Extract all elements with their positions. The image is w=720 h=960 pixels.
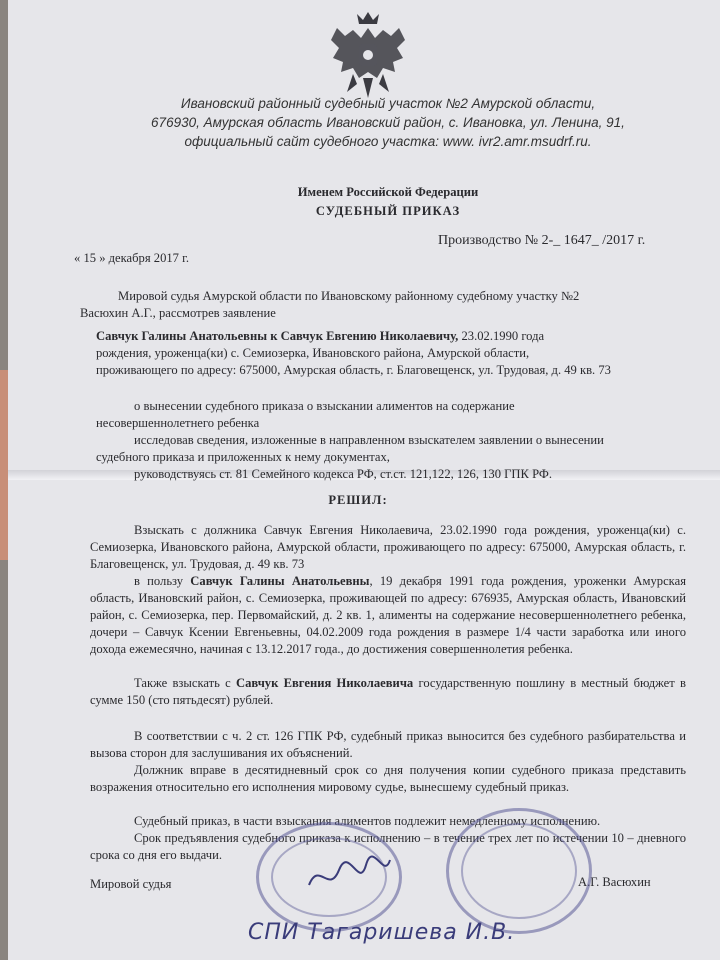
court-website-line: официальный сайт судебного участка: www. ivr2.amr.msudrf.ru. [184,134,592,149]
closing-paragraph-4: Срок предъявления судебного приказа к исполнению – в течение трех лет по истечении 10 – дневного срока со дня его выдачи. [90,831,686,862]
subject-line-3: исследовав сведения, изложенные в направленном взыскателем заявлении о вынесении [134,433,604,447]
decision-paragraph-3 [90,675,686,709]
federation-heading: Именем Российской Федерации [297,185,479,199]
fee-lead: Также взыскать с [134,676,236,690]
subject-line-2: несовершеннолетнего ребенка [96,416,260,430]
closing-paragraph-1: В соответствии с ч. 2 ст. 126 ГПК РФ, судебный приказ выносится без судебного разбирательства и вызова сторон для заслушивания их объяснений. [90,729,686,760]
judge-role: Мировой судья [90,877,172,891]
parties-line-1 [96,328,544,345]
court-address-line: 676930, Амурская область Ивановский район, с. Ивановка, ул. Ленина, 91, [151,115,625,130]
closing-paragraph-2: Должник вправе в десятидневный срок со дня получения копии судебного приказа представить возражения относительно его исполнения мировому судье, вынесшему судебный приказ. [90,763,686,794]
subject-line-4: судебного приказа и приложенных к нему документах, [96,450,390,464]
judge-signature-icon [304,850,394,900]
debtor-birthdate: 23.02.1990 года [458,329,545,343]
subject-line-1: о вынесении судебного приказа о взыскании алиментов на содержание [134,399,515,413]
parties-names: Савчук Галины Анатольевны к Савчук Евгению Николаевичу, [96,329,459,343]
decision-paragraph-2 [90,573,686,658]
fee-details: государственную пошлину в местный бюджет в сумме 150 (сто пятьдесят) рублей. [90,676,686,707]
closing-paragraph-3: Судебный приказ, в части взыскания алиментов подлежит немедленному исполнению. [134,814,601,828]
parties-line-2: рождения, уроженца(ки) с. Семиозерка, Ивановского района, Амурской области, [96,346,530,360]
handwritten-note: СПИ Тагаришева И.В. [248,920,516,945]
debtor-name: Савчук Евгения Николаевича [235,676,414,690]
recipient-lead: в пользу [134,574,191,588]
intro-line-2: Васюхин А.Г., рассмотрев заявление [80,306,276,320]
double-headed-eagle-emblem-icon [323,8,413,103]
order-date: « 15 » декабря 2017 г. [74,251,190,265]
case-number: Производство № 2-_ 1647_ /2017 г. [438,233,646,248]
parties-line-3: проживающего по адресу: 675000, Амурская область, г. Благовещенск, ул. Трудовая, д. 49 кв. 73 [96,363,611,377]
court-order-document [8,0,720,960]
court-name-line: Ивановский районный судебный участок №2 Амурской области, [180,96,596,111]
second-seal-stamp [446,808,592,934]
alimony-details: , 19 декабря 1991 года рождения, уроженки Амурская область, Ивановский район, с. Семиозерка, проживающей по адресу: 676935, Амурская область, Ивановский район, с. Семиозерка, пер. Первомайский, д. 2 кв. 1, алименты на содержание несовершеннолетнего ребенка, дочери – Савчук Ксении Евгеньевны, 04.02.2009 года рождения в размере 1/4 части заработка или иного дохода ежемесячно, начиная с 13.12.2017 года., до достижения совершеннолетия ребенка. [90,574,686,656]
document-title: СУДЕБНЫЙ ПРИКАЗ [315,204,461,218]
subject-line-5: руководствуясь ст. 81 Семейного кодекса РФ, ст.ст. 121,122, 126, 130 ГПК РФ. [134,467,552,481]
judge-name: А.Г. Васюхин [578,875,651,889]
recipient-name: Савчук Галины Анатольевны [190,574,370,588]
decision-paragraph-1: Взыскать с должника Савчук Евгения Николаевича, 23.02.1990 года рождения, уроженца(ки) с. Семиозерка, Ивановского района, Амурской области, проживающего по адресу: 675000, Амурская область, г. Благовещенск, ул. Трудовая, д. 49 кв. 73 [90,523,686,571]
decision-heading: РЕШИЛ: [328,493,388,507]
intro-line-1: Мировой судья Амурской области по Ивановскому районному судебному участку №2 [118,289,580,303]
court-header [128,94,648,151]
